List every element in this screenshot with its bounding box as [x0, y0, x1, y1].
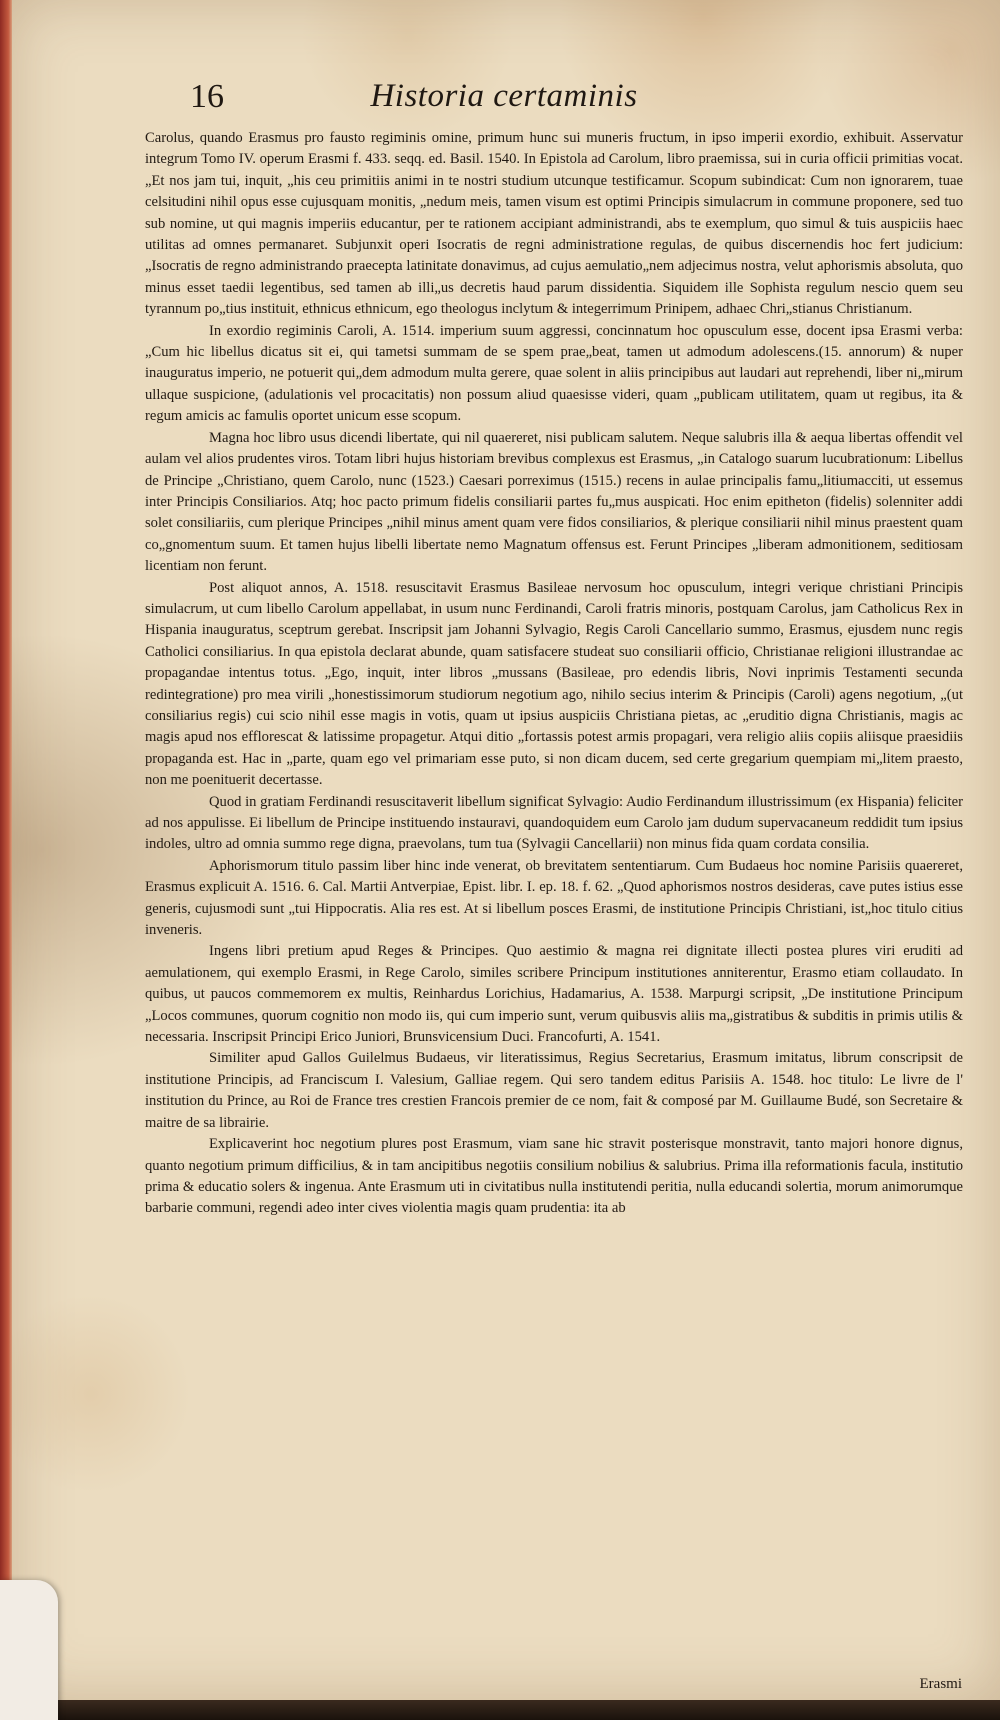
paragraph-7: Ingens libri pretium apud Reges & Principes. Quo aestimio & magna rei dignitate illecti postea plures viri eruditi ad aemulationem, qui exemplo Erasmi, in Rege Carolo, similes scribere Principum institutiones anniterentur, Erasmo etiam collaudato. In quibus, ut paucos commemorem ex multis, Reinhardus Lorichius, Hadamarius, A. 1538. Marpurgi scripsit, „De institutione Principum „Locos communes, quorum cognitio non modo iis, qui cum imperio sunt, verum quibusvis aliis ma„gistratibus & subditis in primis utilis & necessaria. Inscripsit Principi Erico Juniori, Brunsvicensium Duci. Francofurti, A. 1541.	[145, 943, 963, 1046]
paragraph-6: Aphorismorum titulo passim liber hinc inde venerat, ob brevitatem sententiarum. Cum Budaeus hoc nomine Parisiis quaereret, Erasmus explicuit A. 1516. 6. Cal. Martii Antverpiae, Epist. libr. I. ep. 18. f. 62. „Quod aphorismos nostros desideras, cave putes istius esse generis, cujusmodi sunt „tui Hippocratis. Alia res est. At si libellum posces Erasmi, de institutione Principis Christiani, ist„hoc titulo citius inveneris.	[145, 857, 963, 939]
page-header	[44, 78, 964, 124]
paragraph-4: Post aliquot annos, A. 1518. resuscitavit Erasmus Basileae nervosum hoc opusculum, integri verique christiani Principis simulacrum, ut cum libello Carolum appellabat, in usum nunc Ferdinandi, Caroli fratris minoris, postquam Carolus, jam Catholicus Rex in Hispania inauguratus, sceptrum gerebat. Inscripsit jam Johanni Sylvagio, Regis Caroli Cancellario summo, Erasmus, ejusdem nunc regis Catholici consiliarius. In qua epistola declarat abunde, quam satisfacere studeat suo consiliarii officio, Christianae religioni illustrandae ac propagandae intentus totus. „Ego, inquit, inter libros „mussans (Basileae, pro edendis libris, Novi inprimis Testamenti secunda redintegratione) pro mea virili „honestissimorum studiorum negotium ago, nihilo secius interim & Principis (Caroli) agens negotium, „(ut consiliarius regis) cui scio nihil esse magis in votis, quam ut ipsius auspiciis Christiana pietas, ac „eruditio digna Christianis, magis ac magis apud nos efflorescat & latissime propagetur. Atqui ditio „fortassis potest armis propagari, vera religio aliis copiis aliisque praesidiis propaganda est. Hac in „parte, quam ego vel primariam esse puto, si non dicam ducem, sed certe gregarium quempiam mi„litem praesto, non me poenituerit decertasse.	[145, 579, 963, 789]
catchword: Erasmi	[919, 1676, 962, 1692]
corner-paper-tab	[0, 1580, 58, 1720]
paragraph-8: Similiter apud Gallos Guilelmus Budaeus, vir literatissimus, Regius Secretarius, Erasmum imitatus, librum conscripsit de institutione Principis, ad Franciscum I. Valesium, Galliae regem. Qui sero tandem editus Parisiis A. 1548. hoc titulo: Le livre de l' institution du Prince, au Roi de France tres crestien Francois premier de ce nom, fait & composé par M. Guillaume Budé, son Secretaire & maitre de sa librairie.	[145, 1050, 963, 1131]
paragraph-3: Magna hoc libro usus dicendi libertate, qui nil quaereret, nisi publicam salutem. Neque salubris illa & aequa libertas offendit vel aulam vel alios prudentes viros. Totam libri hujus historiam brevibus complexus est Erasmus, „in Catalogo suarum lucubrationum: Libellus de Principe „Christiano, quem Carolo, nunc (1523.) Caesari porreximus (1515.) recens in aulae principalis famu„litiumacciti, ut essemus inter Principis Consiliarios. Atq; hoc pacto primum fidelis consiliarii partes fu„mus auspicati. Hoc enim epitheton (fidelis) solenniter addi solet consiliariis, cum plerique Principes „nihil minus ament quam vere fidos consiliarios, & plerique consiliarii nihil minus praestent quam co„gnomentum suum. Et tamen hujus libelli libertate nemo Magnatum offensus est. Ferunt Principes „liberam admonitionem, seditiosam licentiam non ferunt.	[145, 429, 963, 575]
paragraph-1: Carolus, quando Erasmus pro fausto regiminis omine, primum hunc sui muneris fructum, in ipso imperii exordio, exhibuit. Asservatur integrum Tomo IV. operum Erasmi f. 433. seqq. ed. Basil. 1540. In Epistola ad Carolum, libro praemissa, sui in curia officii primitias vocat. „Et nos jam tui, inquit, „his ceu primitiis animi in te nostri studium utcunque testificamur. Scopum subindicat: Cum non ignorarem, tuae celsitudini nihil opus esse cujusquam monitis, „nedum meis, tamen visum est optimi Principis simulacrum in commune proponere, sed tuo sub nomine, ut qui magnis imperiis educantur, per te rationem accipiant administrandi, abs te exemplum, quo simul & tuis auspiciis haec utilitas ad omnes permanaret. Subjunxit operi Isocratis de regni administratione regulas, de quibus discernendis hoc fert judicium: „Isocratis de regno administrando praecepta latinitate donavimus, ad cujus aemulatio„nem adjecimus nostra, velut aphorismis absoluta, quo minus esset taedii legentibus, sed tamen ab illi„us decretis haud parum dissidentia. Siquidem ille Sophista regulum nescio quem seu tyrannum po„tius instituit, ethnicus ethnicum, ego theologus inclytum & integerrimum Prinipem, adhaec Chri„stianus Christianum.	[145, 130, 963, 318]
paragraph-2: In exordio regiminis Caroli, A. 1514. imperium suum aggressi, concinnatum hoc opusculum esse, docent ipsa Erasmi verba: „Cum hic libellus dicatus sit ei, qui tametsi summam de se spem prae„beat, tamen ut admodum adolescens.(15. annorum) & nuper inauguratus imperio, ne potuerit qui„dem admodum multa gerere, quae solent in aliis principibus aut laudari aut reprehendi, liber ni„mirum ullaque suspicione, (adulationis vel procacitatis) non possum aliud quaesisse videri, quam „publicam utilitatem, quam ut regibus, ita & regum amicis ac famulis oportet unicum esse scopum.	[145, 322, 963, 425]
paragraph-9: Explicaverint hoc negotium plures post Erasmum, viam sane hic stravit posterisque monstravit, tanto majori honore dignus, quanto negotium primum difficilius, & in tam ancipitibus negotiis consilium nobilius & salubrius. Prima illa reformationis facula, institutio prima & educatio solers & ingenua. Ante Erasmum uti in civitatibus nulla institutendi peritia, nulla educandi solertia, morum animorumque barbarie communi, regendi adeo inter cives violentia magis quam prudentia: ita ab	[145, 1136, 963, 1217]
page-number: 16	[190, 78, 224, 115]
running-title: Historia certaminis	[370, 78, 638, 114]
page-bottom-shadow	[0, 1700, 1000, 1720]
paragraph-5: Quod in gratiam Ferdinandi resuscitaverit libellum significat Sylvagio: Audio Ferdinandum illustrissimum (ex Hispania) feliciter ad nos appulisse. Ei libellum de Principe instituendo instauravi, quandoquidem eum Carolo jam dudum supervacaneum reddidit tum ipsius indoles, ultro ad omnia summo rege digna, praevolans, tum tua (Sylvagii Cancellarii) non minus fida quam cordata consilia.	[145, 793, 963, 853]
body-text	[145, 128, 963, 1220]
